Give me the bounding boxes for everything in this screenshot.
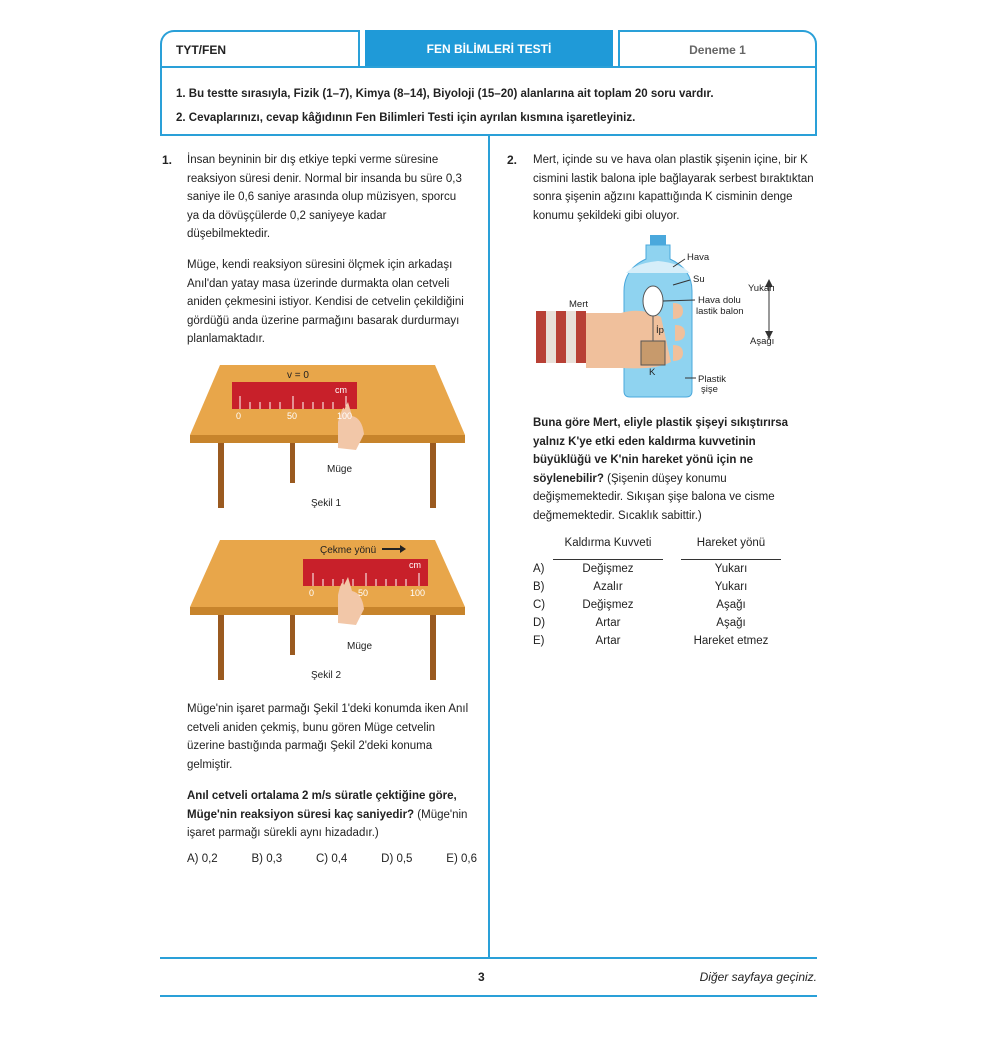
label-k: K (649, 367, 656, 378)
label-up: Yukarı (748, 283, 775, 294)
label-balloon-2: lastik balon (696, 306, 744, 317)
answer-row-c[interactable]: C) Değişmez Aşağı (533, 599, 746, 611)
option-a[interactable]: A) 0,2 (187, 853, 218, 865)
label-balloon-1: Hava dolu (698, 295, 741, 306)
header-exam-name: Deneme 1 (618, 30, 817, 67)
object-k (641, 341, 665, 365)
fig1-tick-100: 100 (337, 411, 353, 421)
label-mert: Mert (569, 299, 588, 310)
question-2-stem: Buna göre Mert, eliyle plastik şişeyi sıkıştırırsa yalnız K'ye etki eden kaldırma kuvvetinin büyüklüğü ve K'nin hareket yönü için ne söylenebilir? (Şişenin düşey konumu değişmemektedir. Sıkışan şişe balona ve cisme değmemektedir. Sıcaklık sabittir.) (533, 417, 789, 522)
figure-1-table-ruler (190, 360, 470, 520)
instruction-2: 2. Cevaplarınızı, cevap kâğıdının Fen Bilimleri Testi için ayrılan kısmına işaretleyiniz. (176, 112, 636, 124)
air-balloon (643, 286, 663, 316)
footer-divider-bottom (160, 995, 817, 997)
fig2-tick-0: 0 (309, 588, 315, 598)
label-air: Hava (687, 252, 710, 263)
test-header (160, 30, 817, 67)
answer-row-d[interactable]: D) Artar Aşağı (533, 617, 746, 629)
label-rope: İp (656, 325, 664, 336)
fig2-pull-label: Çekme yönü (320, 545, 377, 556)
question-1-options (187, 853, 477, 865)
fig2-tick-50: 50 (358, 588, 369, 598)
header-test-title: FEN BİLİMLERİ TESTİ (365, 30, 613, 67)
fig2-caption: Şekil 2 (311, 670, 342, 681)
answer-row-e[interactable]: E) Artar Hareket etmez (533, 635, 769, 647)
question-2-intro: Mert, içinde su ve hava olan plastik şişenin içine, bir K cismini lastik balona iple bağlayarak serbest bıraktıktan sonra şişenin ağzını kapattığında K cisminin denge konumu şekildeki gibi oluyor. (533, 154, 814, 222)
fig2-tick-100: 100 (410, 588, 426, 598)
column-header-direction: Hareket yönü (681, 537, 781, 560)
question-1-observation: Müge'nin işaret parmağı Şekil 1'deki konumda iken Anıl cetveli aniden çekmiş, bunu gören Müge cetvelin üzerine bastığında parmağı Şekil 2'deki konuma gelmiştir. (187, 703, 469, 771)
fig2-person-label: Müge (347, 641, 373, 652)
label-bottle-2: şişe (701, 384, 718, 395)
figure-2-table-ruler (190, 535, 470, 685)
answer-row-b[interactable]: B) Azalır Yukarı (533, 581, 748, 593)
option-c[interactable]: C) 0,4 (316, 853, 348, 865)
instructions-box (160, 66, 817, 136)
question-2-number: 2. (507, 153, 518, 167)
figure-bottle-experiment (533, 233, 813, 398)
fig1-person-label: Müge (327, 464, 353, 475)
question-1-number: 1. (162, 153, 173, 167)
header-section-label: TYT/FEN (160, 30, 360, 67)
fig1-caption: Şekil 1 (311, 498, 342, 509)
fig1-velocity-label: v = 0 (287, 370, 309, 381)
column-divider (488, 136, 490, 958)
question-1-stem: Anıl cetveli ortalama 2 m/s süratle çektiğine göre, Müge'nin reaksiyon süresi kaç saniyedir? (Müge'nin işaret parmağı sürekli aynı hizadadır.) (187, 790, 468, 839)
next-page-note: Diğer sayfaya geçiniz. (699, 970, 817, 984)
fig1-tick-50: 50 (287, 411, 298, 421)
label-down: Aşağı (750, 336, 775, 347)
fig2-unit: cm (409, 560, 421, 570)
option-e[interactable]: E) 0,6 (446, 853, 477, 865)
fig1-unit: cm (335, 385, 347, 395)
label-water: Su (693, 274, 705, 285)
answer-row-a[interactable]: A) Değişmez Yukarı (533, 562, 748, 575)
question-1-setup: Müge, kendi reaksiyon süresini ölçmek için arkadaşı Anıl'dan yatay masa üzerinde durmakta olan cetveli aniden çekmesini istiyor. Kendisi de cetvelin çekildiğini gördüğü anda üzerine parmağını basarak durdurmayı planlamaktadır. (187, 259, 464, 345)
question-1-intro: İnsan beyninin bir dış etkiye tepki verme süresine reaksiyon süresi denir. Normal bir insanda bu süre 0,3 saniye ile 0,6 saniye arasında olup müzisyen, sporcu ya da dövüşçülerde 0,2 saniyeye kadar düşebilmektedir. (187, 154, 462, 240)
instruction-1: 1. Bu testte sırasıyla, Fizik (1–7), Kimya (8–14), Biyoloji (15–20) alanlarına ait toplam 20 soru vardır. (176, 88, 714, 100)
page-number: 3 (478, 970, 485, 984)
footer-divider-top (160, 957, 817, 959)
column-header-force: Kaldırma Kuvveti (553, 537, 663, 560)
fig1-tick-0: 0 (236, 411, 242, 421)
question-2-answer-table (533, 537, 781, 650)
option-d[interactable]: D) 0,5 (381, 853, 413, 865)
label-bottle-1: Plastik (698, 374, 726, 385)
option-b[interactable]: B) 0,3 (251, 853, 283, 865)
